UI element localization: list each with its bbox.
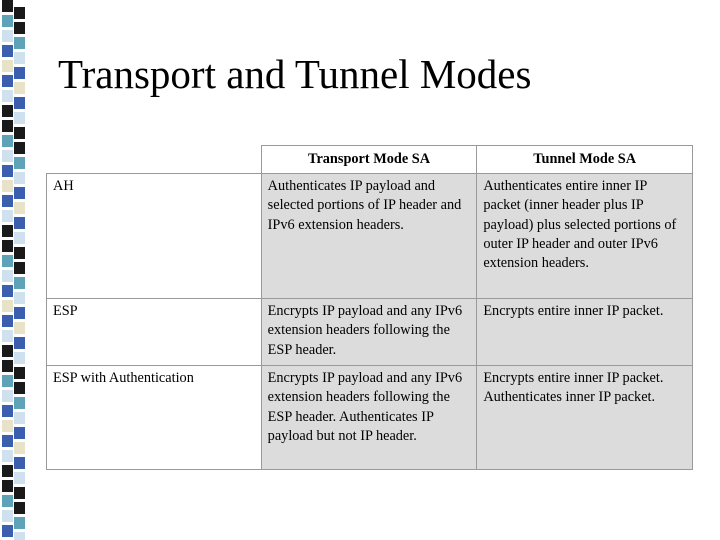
table-row (47, 174, 693, 299)
strip-block (14, 67, 25, 79)
strip-block (14, 97, 25, 109)
strip-block (14, 517, 25, 529)
strip-block (2, 360, 13, 372)
strip-block (2, 420, 13, 432)
strip-block (14, 262, 25, 274)
strip-block (14, 382, 25, 394)
strip-block (14, 37, 25, 49)
strip-block (14, 352, 25, 364)
strip-block (2, 45, 13, 57)
strip-block (2, 105, 13, 117)
strip-block (2, 90, 13, 102)
table-row (47, 299, 693, 366)
strip-block (14, 172, 25, 184)
strip-block (2, 480, 13, 492)
strip-block (14, 442, 25, 454)
strip-block (2, 255, 13, 267)
header-transport-mode: Transport Mode SA (261, 146, 477, 174)
strip-block (2, 495, 13, 507)
strip-block (2, 525, 13, 537)
strip-block (2, 30, 13, 42)
strip-block (14, 472, 25, 484)
cell-esp-auth-transport: Encrypts IP payload and any IPv6 extension headers following the ESP header. Authenticates IP payload but not IP header. (261, 366, 477, 470)
row-label-esp-auth: ESP with Authentication (47, 366, 262, 470)
strip-block (2, 150, 13, 162)
table-row (47, 366, 693, 470)
cell-esp-auth-tunnel: Encrypts entire inner IP packet. Authenticates inner IP packet. (477, 366, 693, 470)
strip-block (14, 502, 25, 514)
strip-block (2, 510, 13, 522)
strip-block (2, 75, 13, 87)
strip-block (14, 307, 25, 319)
row-label-esp: ESP (47, 299, 262, 366)
strip-block (2, 15, 13, 27)
strip-block (14, 247, 25, 259)
strip-block (2, 450, 13, 462)
strip-block (14, 157, 25, 169)
strip-block (2, 180, 13, 192)
strip-block (14, 487, 25, 499)
strip-block (14, 427, 25, 439)
strip-block (14, 217, 25, 229)
strip-block (2, 240, 13, 252)
strip-block (14, 397, 25, 409)
strip-block (2, 315, 13, 327)
strip-block (14, 457, 25, 469)
strip-block (2, 60, 13, 72)
row-label-ah: AH (47, 174, 262, 299)
strip-block (2, 165, 13, 177)
cell-esp-transport: Encrypts IP payload and any IPv6 extension headers following the ESP header. (261, 299, 477, 366)
modes-table (46, 145, 693, 470)
strip-block (2, 270, 13, 282)
slide-title: Transport and Tunnel Modes (58, 51, 532, 97)
cell-ah-transport: Authenticates IP payload and selected portions of IP header and IPv6 extension headers. (261, 174, 477, 299)
strip-block (14, 22, 25, 34)
strip-block (14, 322, 25, 334)
strip-block (14, 142, 25, 154)
strip-block (2, 285, 13, 297)
strip-block (14, 187, 25, 199)
strip-block (2, 330, 13, 342)
strip-block (14, 292, 25, 304)
strip-block (14, 532, 25, 540)
strip-block (14, 337, 25, 349)
cell-ah-tunnel: Authenticates entire inner IP packet (inner header plus IP payload) plus selected portions of outer IP header and outer IPv6 extension headers. (477, 174, 693, 299)
strip-block (14, 232, 25, 244)
strip-block (2, 375, 13, 387)
strip-block (14, 127, 25, 139)
strip-block (2, 300, 13, 312)
strip-block (2, 435, 13, 447)
strip-block (2, 405, 13, 417)
strip-block (2, 345, 13, 357)
strip-block (14, 7, 25, 19)
strip-block (2, 120, 13, 132)
strip-block (14, 52, 25, 64)
strip-block (2, 465, 13, 477)
strip-block (2, 390, 13, 402)
strip-block (14, 82, 25, 94)
strip-block (2, 225, 13, 237)
strip-block (2, 210, 13, 222)
strip-block (14, 277, 25, 289)
header-tunnel-mode: Tunnel Mode SA (477, 146, 693, 174)
strip-block (2, 195, 13, 207)
strip-block (14, 412, 25, 424)
table-corner-cell (47, 146, 262, 174)
decorative-side-strip (0, 0, 26, 540)
strip-block (14, 112, 25, 124)
table-header-row (47, 146, 693, 174)
strip-block (2, 0, 13, 12)
strip-block (2, 135, 13, 147)
cell-esp-tunnel: Encrypts entire inner IP packet. (477, 299, 693, 366)
strip-block (14, 202, 25, 214)
strip-block (14, 367, 25, 379)
